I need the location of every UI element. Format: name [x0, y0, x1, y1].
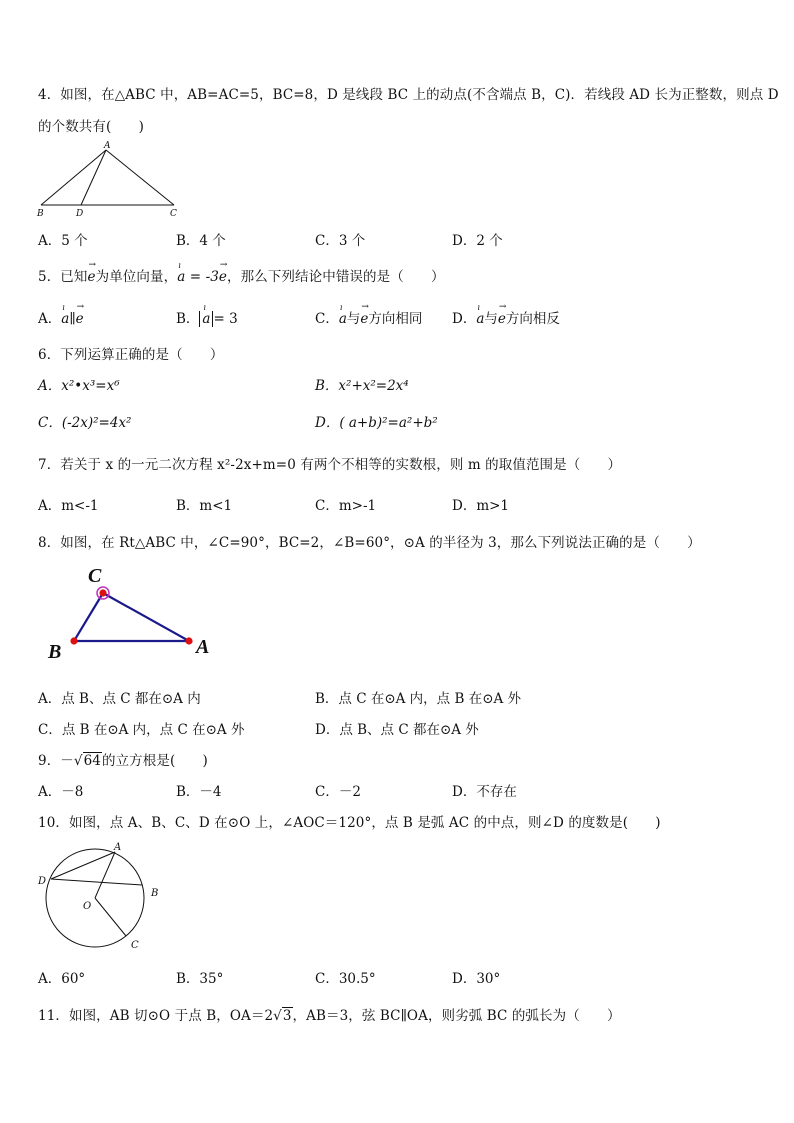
q4-label-a: A: [104, 141, 111, 151]
q9-stem: 9．－√64的立方根是( ): [38, 753, 208, 769]
sqrt-sign-icon: √: [273, 1008, 282, 1024]
q5-option-a[interactable]: A． ı a∥ → e: [38, 302, 85, 327]
q4-option-c[interactable]: C．3 个: [315, 233, 366, 249]
q7-stem: 7．若关于 x 的一元二次方程 x²-2x+m=0 有两个不相等的实数根，则 m 的取值范围是（ ）: [38, 457, 622, 473]
vector-e: → e: [218, 260, 228, 285]
q8-option-b[interactable]: B．点 C 在⊙A 内，点 B 在⊙A 外: [315, 691, 522, 707]
q10-chord-db: [51, 879, 142, 885]
q5-stem: 5．已知 → e为单位向量， ı a = -3 → e，那么下列结论中错误的是（ ）: [38, 260, 445, 285]
q6-option-a[interactable]: A．x²•x³=x⁶: [38, 378, 120, 394]
q4-label-b: B: [37, 209, 44, 219]
q4-stem-line1: 4．如图，在△ABC 中，AB=AC=5，BC=8，D 是线段 BC 上的动点(不含端点 B，C)．若线段 AD 长为正整数，则点 D: [38, 87, 779, 103]
q10-label-b: B: [151, 888, 159, 899]
q4-stem-line2: 的个数共有( ): [38, 119, 144, 135]
q4-label-c: C: [170, 209, 177, 219]
q8-option-a[interactable]: A．点 B、点 C 都在⊙A 内: [38, 691, 201, 707]
q4-segment-ad: [81, 150, 106, 205]
q4-triangle-figure: [36, 142, 186, 222]
q8-vertex-c: [99, 589, 106, 596]
q10-stem: 10．如图，点 A、B、C、D 在⊙O 上，∠AOC＝120°，点 B 是弧 AC 的中点，则∠D 的度数是( ): [38, 815, 661, 831]
q10-label-o: O: [83, 901, 92, 912]
q10-option-d[interactable]: D．30°: [452, 971, 501, 987]
q10-label-a: A: [114, 842, 122, 853]
q10-radius-oc: [95, 898, 126, 936]
q10-option-c[interactable]: C．30.5°: [315, 971, 376, 987]
q9-option-a[interactable]: A．－8: [38, 784, 84, 800]
q8-label-b: B: [48, 641, 62, 663]
q8-option-c[interactable]: C．点 B 在⊙A 内，点 C 在⊙A 外: [38, 722, 245, 738]
q8-side-bc: [74, 593, 103, 641]
q4-option-d[interactable]: D．2 个: [452, 233, 503, 249]
q4-option-b[interactable]: B．4 个: [176, 233, 226, 249]
q5-option-d[interactable]: D． ı a与 → e方向相反: [452, 302, 560, 327]
q4-side-ac: [106, 150, 174, 205]
q8-vertex-a: [185, 637, 192, 644]
q4-side-ab: [41, 150, 106, 205]
q8-option-d[interactable]: D．点 B、点 C 都在⊙A 外: [315, 722, 479, 738]
q8-label-a: A: [196, 636, 210, 658]
q10-option-a[interactable]: A．60°: [38, 971, 86, 987]
q6-option-b[interactable]: B．x²+x²=2x⁴: [315, 378, 409, 394]
q8-vertex-b: [70, 637, 77, 644]
q6-stem: 6．下列运算正确的是（ ）: [38, 347, 224, 363]
vector-a: ı a: [177, 261, 186, 285]
q9-option-c[interactable]: C．－2: [315, 784, 361, 800]
q9-option-d[interactable]: D．不存在: [452, 784, 517, 800]
vector-e: → e: [87, 260, 97, 285]
q10-label-c: C: [131, 940, 139, 951]
q6-option-d[interactable]: D．( a+b)²=a²+b²: [315, 415, 438, 431]
q5-option-b[interactable]: B． ı a = 3: [176, 303, 238, 327]
q11-stem: 11．如图，AB 切⊙O 于点 B，OA＝2√3，AB＝3，弦 BC∥OA，则劣弧 BC 的弧长为（ ）: [38, 1008, 621, 1024]
sqrt-sign-icon: √: [73, 753, 83, 769]
q7-option-b[interactable]: B．m<1: [176, 498, 233, 514]
q8-triangle-figure: [44, 560, 224, 670]
q4-label-d: D: [76, 209, 84, 219]
q10-label-d: D: [38, 876, 47, 887]
q7-option-a[interactable]: A．m<-1: [38, 498, 99, 514]
q8-side-ca: [103, 593, 189, 641]
q6-option-c[interactable]: C．(-2x)²=4x²: [38, 415, 132, 431]
q7-option-d[interactable]: D．m>1: [452, 498, 510, 514]
q5-option-c[interactable]: C． ı a与 → e方向相同: [315, 302, 423, 327]
q7-option-c[interactable]: C．m>-1: [315, 498, 377, 514]
q9-option-b[interactable]: B．－4: [176, 784, 222, 800]
q8-label-c: C: [88, 565, 102, 587]
q4-option-a[interactable]: A．5 个: [38, 233, 88, 249]
q8-stem: 8．如图，在 Rt△ABC 中，∠C=90°，BC=2，∠B=60°，⊙A 的半径为 3，那么下列说法正确的是（ ）: [38, 535, 701, 551]
q10-circle-figure: [34, 838, 174, 958]
q10-option-b[interactable]: B．35°: [176, 971, 224, 987]
